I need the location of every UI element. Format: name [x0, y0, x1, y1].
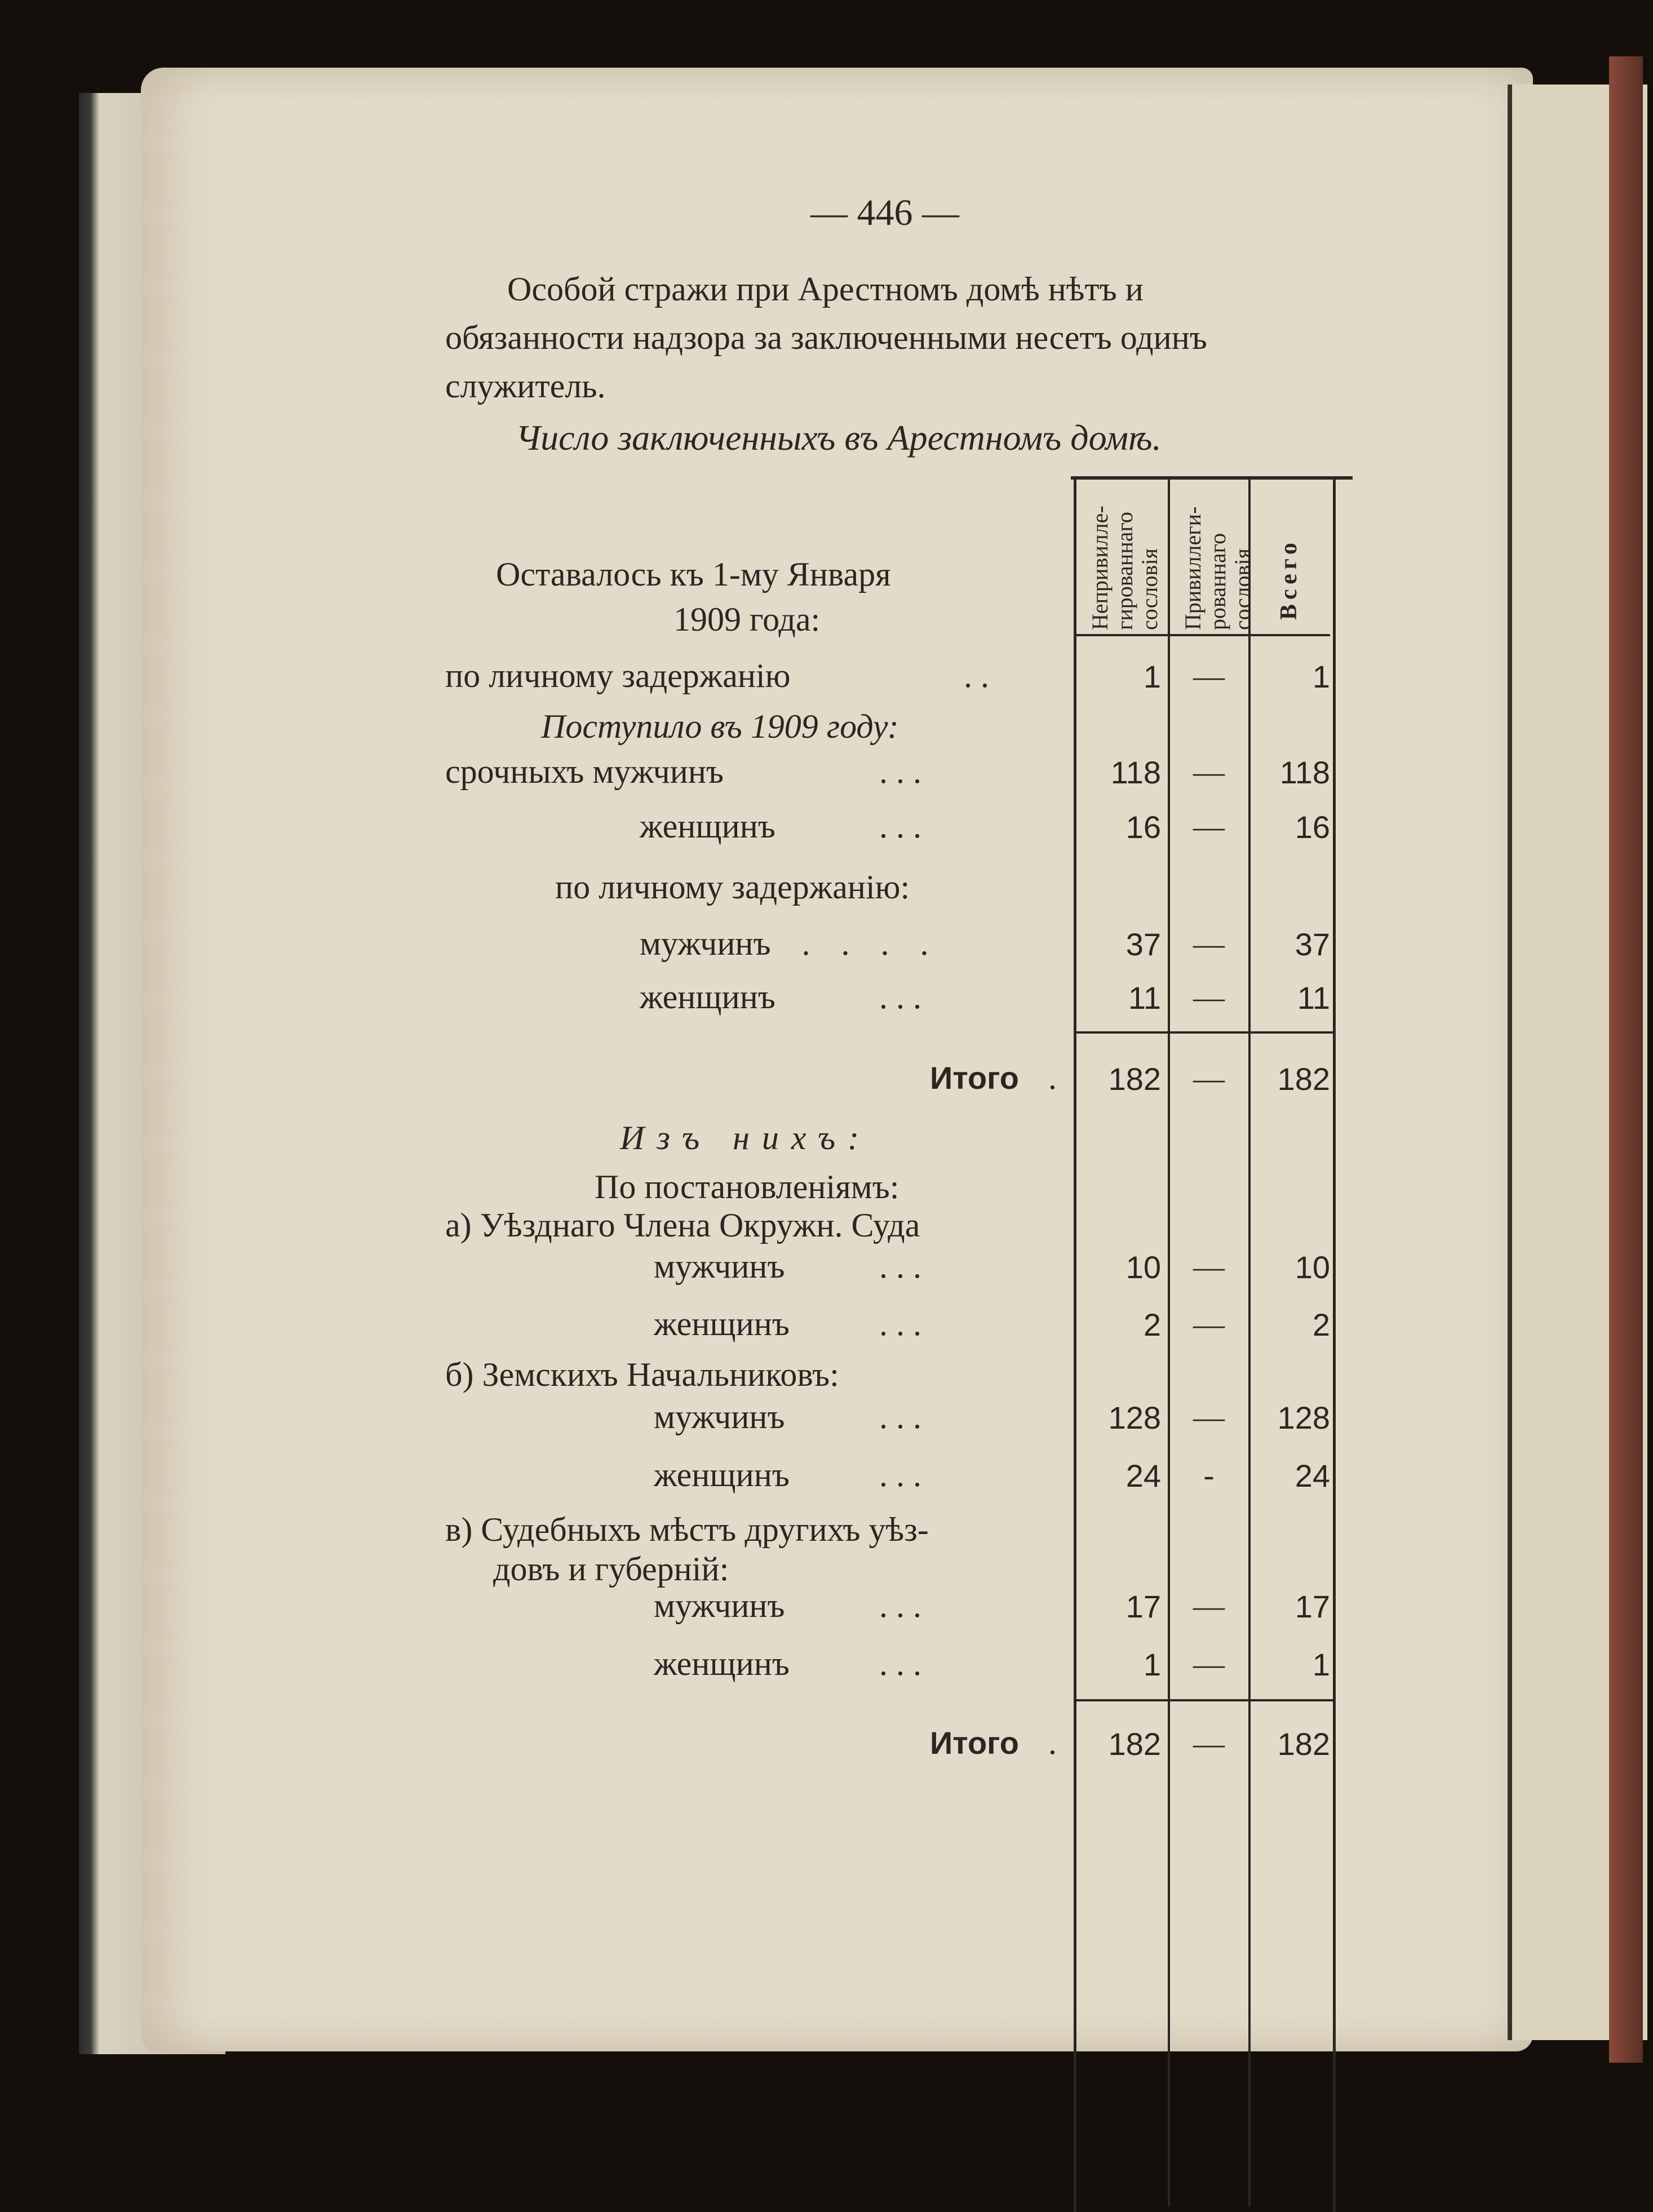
paragraph-line: служитель. — [445, 367, 606, 405]
cell-total: 118 — [1279, 755, 1330, 790]
table-row-dots: . — [1048, 1724, 1057, 1761]
cell-unprivileged: 182 — [1108, 1726, 1161, 1762]
cell-unprivileged: 1 — [1143, 659, 1161, 694]
table-header-rule — [1074, 634, 1330, 636]
table-row-label: Оставалось къ 1-му Января — [496, 556, 891, 593]
table-row-dots: . . . — [879, 808, 921, 845]
column-header-unprivileged: Непривилле- гированнаго сословія — [1087, 506, 1162, 630]
table-row-label: мужчинъ — [654, 1398, 785, 1435]
table-row-label: срочныхъ мужчинъ — [445, 753, 724, 790]
cell-privileged: — — [1193, 1400, 1225, 1435]
table-subtotal-rule — [1074, 1031, 1333, 1034]
column-header-privileged: Привиллеги- рованнаго сословія — [1180, 506, 1255, 630]
table-col-line — [1248, 476, 1251, 2206]
table-row-label: а) Уѣзднаго Члена Окружн. Суда — [445, 1207, 920, 1244]
cell-unprivileged: 1 — [1143, 1647, 1161, 1682]
table-row-label: Изъ нихъ: — [620, 1119, 872, 1156]
table-row-dots: . . . — [879, 978, 921, 1016]
intro-paragraph — [445, 265, 1358, 410]
table-row-label: женщинъ — [654, 1645, 790, 1682]
table-total-rule — [1074, 1699, 1333, 1701]
cell-privileged: — — [1193, 809, 1225, 844]
cell-total: 16 — [1295, 809, 1330, 845]
table-row-dots: . . . — [879, 1645, 921, 1682]
cell-unprivileged: 11 — [1128, 980, 1161, 1016]
cell-total: 11 — [1297, 980, 1330, 1016]
table-row-dots: . . . — [879, 1305, 921, 1342]
book-cover-edge — [1609, 56, 1643, 2063]
table-row-dots: . — [1048, 1059, 1057, 1096]
table-row-dots: . . . — [879, 1398, 921, 1435]
cell-privileged: — — [1193, 1589, 1225, 1624]
cell-total: 37 — [1295, 927, 1330, 962]
table-row-dots: . . . — [879, 1587, 921, 1624]
table-row-label: женщинъ — [654, 1305, 790, 1342]
cell-privileged: — — [1193, 755, 1225, 790]
table-row-label: довъ и губерній: — [493, 1550, 729, 1588]
table-row-label: женщинъ — [654, 1456, 790, 1493]
table-row-label: По постановленіямъ: — [595, 1168, 899, 1205]
cell-privileged: — — [1193, 1249, 1225, 1284]
table-row-dots: . . . — [879, 1248, 921, 1285]
table-row-label: в) Судебныхъ мѣстъ другихъ уѣз- — [445, 1511, 929, 1548]
cell-total: 1 — [1312, 1647, 1330, 1682]
paragraph-line: Особой стражи при Арестномъ домѣ нѣтъ и — [507, 271, 1144, 308]
cell-privileged: — — [1193, 1726, 1225, 1761]
cell-unprivileged: 37 — [1125, 927, 1161, 962]
table-row-label: б) Земскихъ Начальниковъ: — [445, 1356, 839, 1393]
table-row-label: мужчинъ — [654, 1587, 785, 1624]
cell-privileged: — — [1193, 927, 1225, 961]
cell-total: 1 — [1312, 659, 1330, 694]
table-col-line — [1074, 476, 1076, 2212]
cell-total: 128 — [1277, 1400, 1330, 1435]
cell-total: 182 — [1277, 1061, 1330, 1097]
table-top-rule — [1071, 476, 1353, 480]
cell-unprivileged: 10 — [1125, 1249, 1161, 1285]
cell-total: 24 — [1295, 1458, 1330, 1493]
table-row-label: мужчинъ — [654, 1248, 785, 1285]
total-label: Итого — [930, 1725, 1019, 1761]
table-row-label: 1909 года: — [673, 601, 821, 638]
cell-total: 10 — [1295, 1249, 1330, 1285]
table-col-line — [1168, 476, 1170, 2206]
cell-unprivileged: 24 — [1125, 1458, 1161, 1493]
column-header-total: Всего — [1276, 538, 1302, 620]
table-row-label: женщинъ — [640, 808, 775, 845]
cell-unprivileged: 118 — [1110, 755, 1161, 790]
table-row-dots: . . — [964, 657, 989, 694]
table-row-label: по личному задержанію — [445, 657, 791, 694]
cell-total: 182 — [1277, 1726, 1330, 1762]
table-row-label: по личному задержанію: — [555, 868, 910, 906]
table-col-line — [1333, 476, 1336, 2212]
cell-privileged: — — [1193, 1647, 1225, 1682]
paragraph-line: обязанности надзора за заключенными несетъ одинъ — [445, 319, 1207, 356]
cell-privileged: — — [1193, 980, 1225, 1015]
cell-unprivileged: 128 — [1108, 1400, 1161, 1435]
table-row-dots: . . . — [879, 753, 921, 790]
cell-privileged: - — [1203, 1458, 1215, 1493]
cell-privileged: — — [1193, 1061, 1225, 1096]
cell-unprivileged: 182 — [1108, 1061, 1161, 1097]
cell-unprivileged: 2 — [1143, 1307, 1161, 1342]
table-row-dots: . . . — [879, 1456, 921, 1493]
total-label: Итого — [930, 1060, 1019, 1096]
cell-unprivileged: 17 — [1125, 1589, 1161, 1624]
table-row-label: Поступило въ 1909 году: — [541, 708, 899, 745]
table-row-label: женщинъ — [640, 978, 775, 1016]
section-title: Число заключенныхъ въ Арестномъ домѣ. — [516, 418, 1162, 458]
cell-unprivileged: 16 — [1125, 809, 1161, 845]
cell-privileged: — — [1193, 659, 1225, 694]
page-number: — 446 — — [810, 192, 959, 233]
cell-total: 17 — [1295, 1589, 1330, 1624]
cell-total: 2 — [1312, 1307, 1330, 1342]
table-row-label: мужчинъ . . . . — [640, 925, 929, 962]
cell-privileged: — — [1193, 1307, 1225, 1342]
